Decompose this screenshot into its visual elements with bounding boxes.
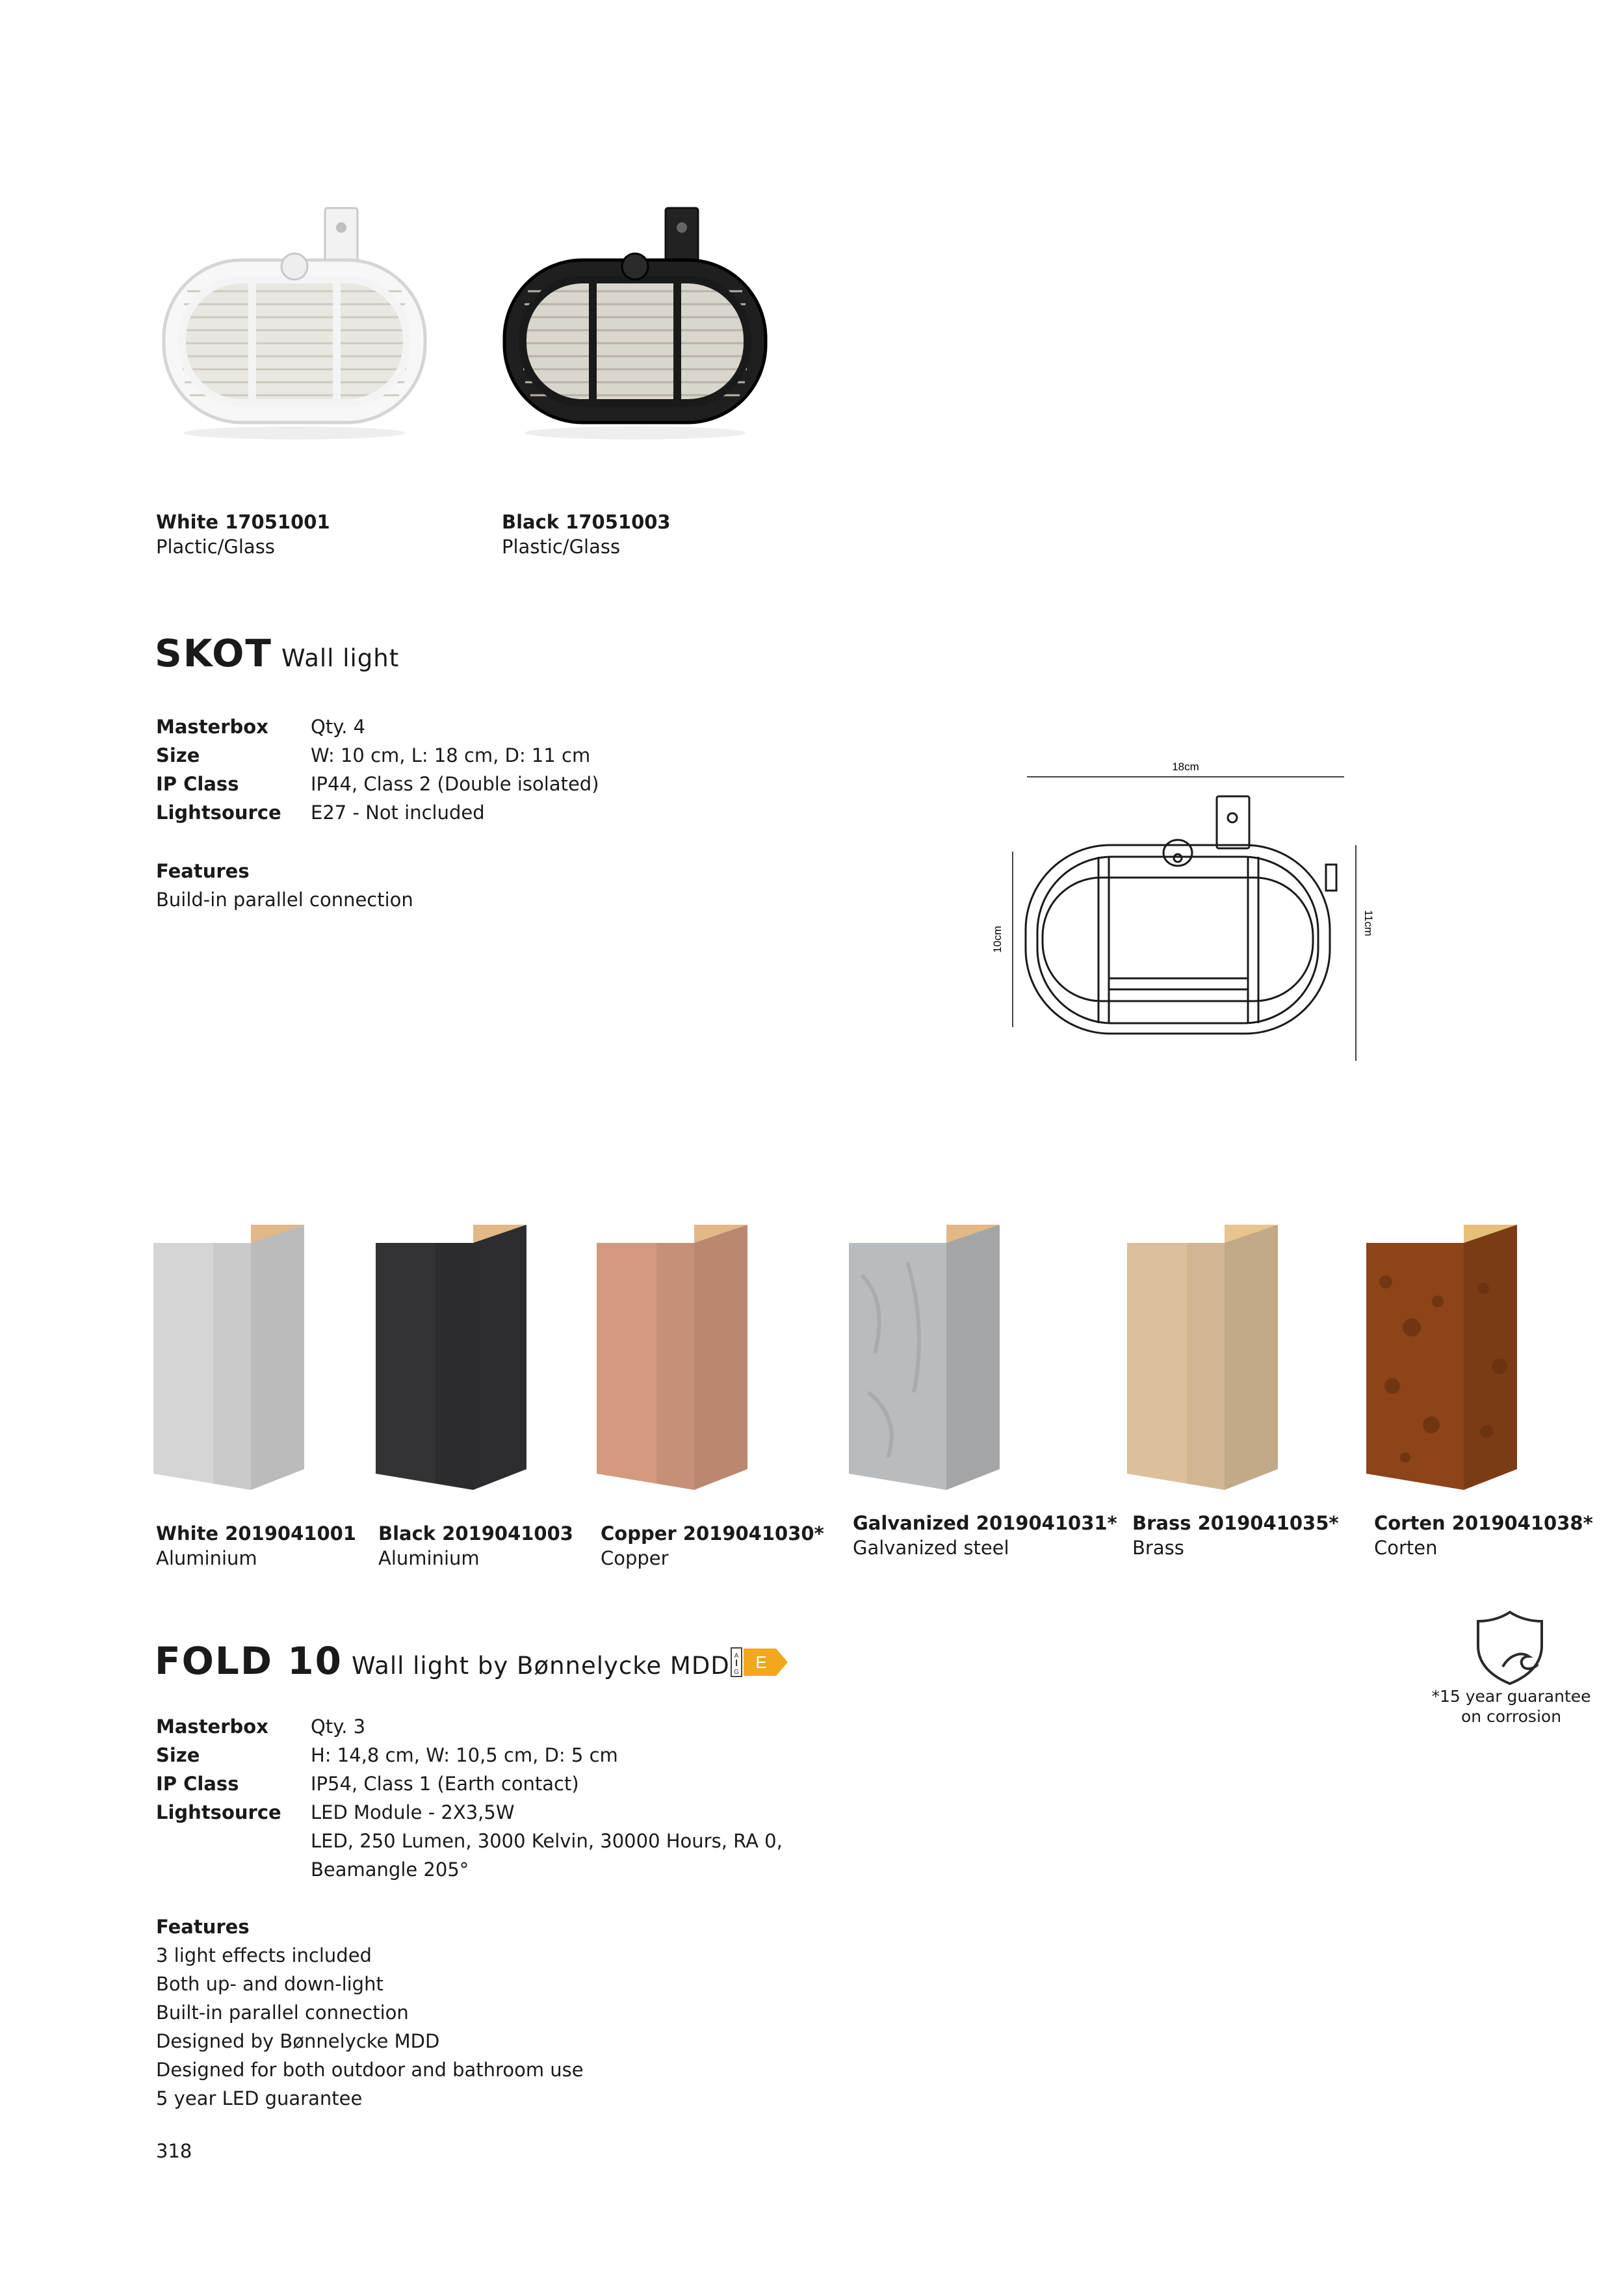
fold-variant-white (156, 1521, 356, 1571)
dim-depth: 11cm (1362, 909, 1375, 937)
skot-variant-black (502, 510, 671, 559)
variant-material: Plastic/Glass (502, 536, 621, 558)
shield-wave-icon (1474, 1608, 1546, 1686)
variant-label: White 2019041001 (156, 1522, 356, 1545)
product-title: FOLD 10 (155, 1639, 343, 1683)
skot-white-photo (148, 207, 441, 447)
variant-material: Galvanized steel (853, 1537, 1009, 1559)
variant-material: Copper (601, 1547, 669, 1569)
variant-label: Corten 2019041038* (1374, 1512, 1593, 1534)
spec-value: Qty. 4 (311, 716, 366, 738)
features-title: Features (156, 1916, 250, 1938)
variant-label: Copper 2019041030* (601, 1522, 824, 1545)
spec-value: W: 10 cm, L: 18 cm, D: 11 cm (311, 744, 591, 766)
spec-value: LED Module - 2X3,5W (311, 1801, 515, 1823)
spec-value: LED, 250 Lumen, 3000 Kelvin, 30000 Hours, RA 0, (311, 1830, 783, 1852)
fold-variant-copper (601, 1521, 824, 1571)
guarantee-note (1417, 1686, 1605, 1727)
variant-material: Aluminium (156, 1547, 257, 1569)
feature-item: Designed by Bønnelycke MDD (156, 2030, 440, 2052)
skot-variant-white (156, 510, 330, 559)
spec-key: Size (156, 744, 200, 766)
svg-text:A: A (734, 1652, 739, 1660)
dim-height: 10cm (991, 926, 1004, 953)
dim-width: 18cm (1172, 761, 1199, 773)
feature-item: 5 year LED guarantee (156, 2087, 363, 2109)
spec-key: IP Class (156, 1773, 239, 1795)
features-title: Features (156, 860, 250, 882)
fold-brass-photo (1127, 1223, 1296, 1496)
spec-value: Qty. 3 (311, 1715, 366, 1738)
fold-variant-galvanized (853, 1511, 1117, 1560)
fold-variant-corten (1374, 1511, 1593, 1560)
variant-label: Black 17051003 (502, 511, 671, 533)
page-number: 318 (156, 2140, 192, 2162)
energy-class: E (755, 1652, 767, 1672)
svg-text:G: G (734, 1669, 739, 1676)
feature-item: Both up- and down-light (156, 1973, 383, 1995)
product-subtitle: Wall light (281, 644, 400, 672)
guarantee-line-2: on corrosion (1461, 1707, 1562, 1726)
feature-item: 3 light effects included (156, 1944, 372, 1966)
fold-white-photo (153, 1223, 322, 1496)
fold-variant-black (378, 1521, 573, 1571)
variant-material: Corten (1374, 1537, 1438, 1559)
skot-dimension-drawing (975, 748, 1391, 1073)
spec-key: IP Class (156, 773, 239, 795)
fold-spec-table (156, 1712, 871, 1888)
spec-key: Lightsource (156, 802, 281, 824)
variant-label: Brass 2019041035* (1132, 1512, 1339, 1534)
feature-item: Designed for both outdoor and bathroom use (156, 2059, 584, 2081)
variant-material: Plactic/Glass (156, 536, 275, 558)
energy-label-icon (731, 1646, 789, 1678)
feature-item: Build-in parallel connection (156, 889, 413, 911)
spec-key: Size (156, 1744, 200, 1766)
fold-galvanized-photo (849, 1223, 1018, 1496)
spec-value: E27 - Not included (311, 802, 485, 824)
skot-black-photo (489, 207, 781, 447)
variant-material: Aluminium (378, 1547, 480, 1569)
fold-copper-photo (597, 1223, 766, 1496)
variant-label: Black 2019041003 (378, 1522, 573, 1545)
guarantee-line-1: *15 year guarantee (1431, 1687, 1591, 1706)
skot-spec-table (156, 712, 741, 829)
variant-material: Brass (1132, 1537, 1184, 1559)
fold-heading (155, 1638, 730, 1689)
fold-black-photo (376, 1223, 545, 1496)
fold-variant-brass (1132, 1511, 1339, 1560)
fold-corten-photo (1366, 1223, 1535, 1496)
spec-key: Masterbox (156, 716, 268, 738)
spec-value: IP54, Class 1 (Earth contact) (311, 1773, 579, 1795)
variant-label: White 17051001 (156, 511, 330, 533)
product-title: SKOT (155, 631, 272, 675)
spec-value: H: 14,8 cm, W: 10,5 cm, D: 5 cm (311, 1744, 618, 1766)
fold-features (156, 1912, 584, 2113)
spec-key: Lightsource (156, 1801, 281, 1823)
variant-label: Galvanized 2019041031* (853, 1512, 1117, 1534)
skot-heading (155, 631, 399, 681)
skot-features (156, 857, 413, 914)
spec-value: IP44, Class 2 (Double isolated) (311, 773, 599, 795)
product-subtitle: Wall light by Bønnelycke MDD (351, 1652, 730, 1680)
spec-key: Masterbox (156, 1715, 268, 1738)
spec-value: Beamangle 205° (311, 1859, 469, 1881)
feature-item: Built-in parallel connection (156, 2002, 409, 2024)
